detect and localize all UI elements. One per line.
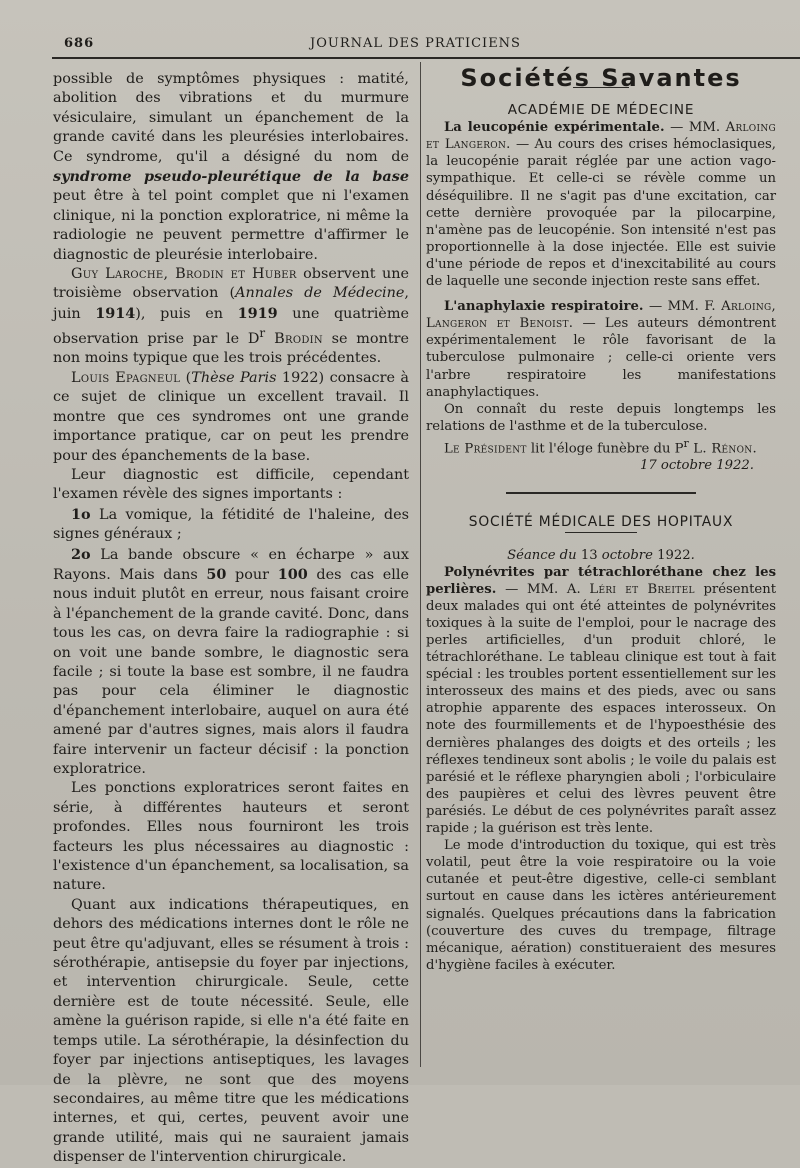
paragraph-laroche: Guy Laroche, Brodin et Huber observent une troisième observation (Annales de Médecine, juin 1914), puis en 1919 une quatrième observation prise par le $D^r$ Brodin se montre non moins typique que les trois précédentes. <box>53 266 410 367</box>
paragraph-diagnostic: Leur diagnostic est difficile, cependant l'examen révèle des signes importants : <box>53 466 409 503</box>
report-title: Polynévrites par tétrachloréthane chez les perlières. <box>426 564 776 597</box>
heading-rule <box>565 532 637 533</box>
left-column <box>53 70 409 1168</box>
journal-reference: Annales de Médecine <box>235 285 405 302</box>
paragraph-therapeutique: Quant aux indications thérapeutiques, en dehors des médications internes dont le rôle ne peut être qu'adjuvant, elles se résument à trois : sérothérapie, antisepsie du foyer par injections, et intervention chirurgicale. Seule, cette dernière est de toute nécessité. Seule, elle amène la guérison rapide, si elle n'a été faite en temps utile. La sérothérapie, la désinfection du foyer par injections antiseptiques, les lavages de la plèvre, ne sont que des moyens secondaires, au même titre que les médications internes, et qui, certes, peuvent avoir une grande utilité, mais qui ne sauraient jamais dispenser de l'intervention chirurgicale. <box>53 896 409 1166</box>
author-name: Louis Epagneul <box>71 369 181 386</box>
author-names: Arloing et Langeron. <box>426 120 776 153</box>
report-anaphylaxie: L'anaphylaxie respiratoire. — MM. F. Arloing, Langeron et Benoist. — Les auteurs démontrent expérimentalement le rôle favorisant de la tuberculose pulmonaire ; celle-ci oriente vers l'arbre respiratoire les manifestations anaphylactiques. <box>426 299 776 400</box>
report-polynevrites: Polynévrites par tétrachloréthane chez les perlières. — MM. A. Léri et Breitel présentent deux malades qui ont été atteintes de polynévrites toxiques à la suite de l'emploi, pour le nacrage des perles artificielles, d'un produit chloré, le tétrachloréthane. Le tableau clinique est tout à fait spécial : les troubles portent essentiellement sur les interosseux des mains et des pieds, avec ou sans atrophie apparente des espaces interosseux. On note des fourmillements et de l'hypoesthésie des dernières phalanges des doigts et des orteils ; les réflexes tendineux sont abolis ; le voile du palais est parésié et le réflexe pharyngien aboli ; l'orbiculaire des paupières et celui des lèvres peuvent être parésiés. Le début de ces polynévrites paraît assez rapide ; la guérison est très lente. <box>426 564 776 837</box>
list-item-1: 1o La vomique, la fétidité de l'haleine, des signes généraux ; <box>53 505 409 543</box>
list-item-2: 2o La bande obscure « en écharpe » aux Rayons. Mais dans 50 pour 100 des cas elle nous induit plutôt en erreur, nous faisant croire à l'épanchement de la grande cavité. Donc, dans tous les cas, on devra faire la radiographie : si on voit une bande sombre, le diagnostic sera facile ; si toute la base est sombre, il ne faudra pas pour cela éliminer le diagnostic d'épanchement interlobaire, auquel on aura été amené par d'autres signes, mais alors il faudra faire intervenir un facteur décisif : la ponction exploratrice. <box>53 545 409 778</box>
report-title: La leucopénie expérimentale. <box>444 120 665 136</box>
session-date: Séance du 13 octobre 1922. <box>507 547 695 563</box>
paragraph-continuation: possible de symptômes physiques : matité, abolition des vibrations et du murmure vésiculaire, simulant un épanchement de la grande cavité dans les pleurésies interlobaires. Ce syndrome, qu'il a désigné du nom de syndrome pseudo-pleurétique de la base peut être à tel point complet que ni l'examen clinique, ni la ponction exploratrice, ni même la radiologie ne peuvent permettre d'affirmer le diagnostic de pleurésie interlobaire. <box>53 71 409 263</box>
page-number: 686 <box>64 36 95 51</box>
hospital-society-heading: SOCIÉTÉ MÉDICALE DES HOPITAUX <box>468 514 734 531</box>
paragraph-asthme: On connaît du reste depuis longtemps les relations de l'asthme et de la tuberculose. <box>426 401 776 434</box>
header-rule <box>52 57 800 59</box>
journal-name: JOURNAL DES PRATICIENS <box>310 36 521 51</box>
section-title: Sociétés Savantes <box>460 64 742 92</box>
author-names: Léri et Breitel <box>589 581 695 597</box>
author-names: Arloing, Langeron et Benoist. <box>426 299 776 332</box>
report-title: L'anaphylaxie respiratoire. <box>444 299 644 315</box>
report-leucopenie: La leucopénie expérimentale. — MM. Arloing et Langeron. — Au cours des crises hémoclasiques, la leucopénie parait réglée par une action vago-sympathique. Et celle-ci se révèle comme un déséquilibre. Il ne s'agit pas d'une excitation, car cette dernière provoquée par la pilocarpine, n'amène pas de leucopénie. Son intensité n'est pas proportionnelle à la dose injectée. Elle est suivie d'une période de repos et d'inexcitabilité au cours de laquelle une seconde injection reste sans effet. <box>426 120 776 290</box>
syndrome-term: syndrome pseudo-pleurétique de la base <box>53 168 409 186</box>
running-head <box>60 36 800 54</box>
paragraph-ponctions: Les ponctions exploratrices seront faites en série, à différentes hauteurs et seront profondes. Elles nous fourniront les trois facteurs les plus nécessaires au diagnostic : l'existence d'un épanchement, sa localisation, sa nature. <box>53 780 409 894</box>
column-divider <box>420 62 421 1067</box>
author-names: Guy Laroche, Brodin et Huber <box>71 266 297 283</box>
section-separator <box>506 492 696 494</box>
paragraph-epagneul: Louis Epagneul (Thèse Paris 1922) consacre à ce sujet de clinique un excellent travail. Il montre que ces syndromes ont une grande importance pratique, car on peut les prendre pour des épanchements de la base. <box>53 369 409 464</box>
paragraph-toxique: Le mode d'introduction du toxique, qui est très volatil, peut être la voie respiratoire ou la voie cutanée et peut-être digestive, celle-ci semblant surtout en cause dans les ictères antérieurement signalés. Quelques précautions dans la fabrication (couverture des cuves du trempage, filtrage mécanique, aération) constitueraient des mesures d'hygiène faciles à exécuter. <box>426 838 776 973</box>
right-column <box>426 64 776 974</box>
meeting-date: 17 octobre 1922. <box>639 458 754 474</box>
academy-heading: ACADÉMIE DE MÉDECINE <box>507 102 695 119</box>
paragraph-eloge: Le Président lit l'éloge funèbre du $P^r$ L. Rénon. <box>444 436 757 457</box>
thesis-reference: Thèse Paris <box>191 369 277 386</box>
